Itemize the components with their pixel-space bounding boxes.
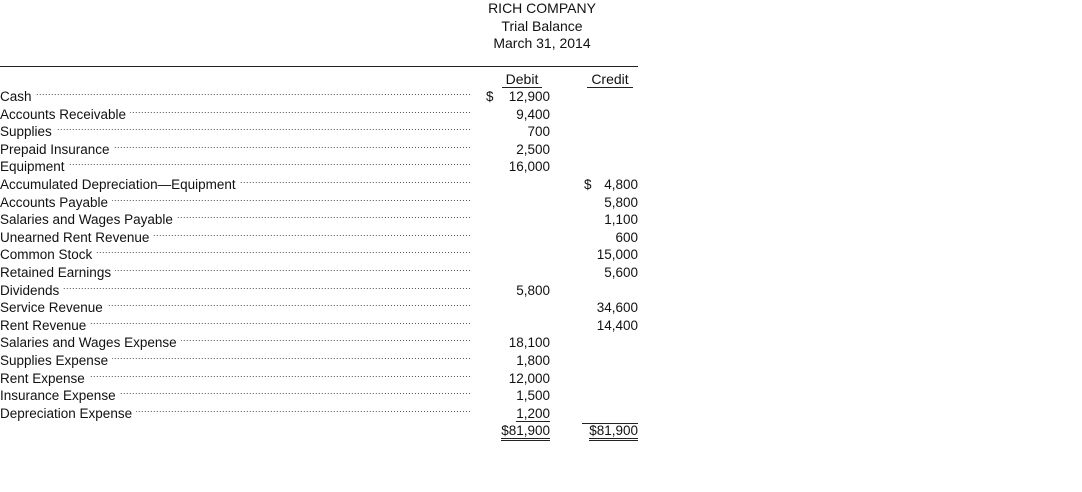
account-name: Equipment xyxy=(0,159,69,174)
table-row xyxy=(0,299,640,317)
table-row xyxy=(0,141,640,159)
account-name: Common Stock xyxy=(0,247,96,262)
account-name: Service Revenue xyxy=(0,300,107,315)
credit-amount: 5,600 xyxy=(604,264,638,280)
account-name: Insurance Expense xyxy=(0,388,120,403)
debit-amount: 18,100 xyxy=(508,335,550,351)
account-name: Salaries and Wages Expense xyxy=(0,335,181,350)
account-cell xyxy=(0,88,472,106)
account-cell xyxy=(0,141,472,159)
account-cell xyxy=(0,246,472,264)
account-name: Retained Earnings xyxy=(0,265,115,280)
statement-title: Trial Balance xyxy=(501,18,583,34)
account-name: Accumulated Depreciation—Equipment xyxy=(0,177,240,192)
credit-currency-symbol: $ xyxy=(584,176,592,192)
table-row xyxy=(0,352,640,370)
table-row xyxy=(0,106,640,124)
account-cell xyxy=(0,387,472,405)
table-row xyxy=(0,334,640,352)
table-row xyxy=(0,246,640,264)
table-row xyxy=(0,405,640,423)
debit-amount: 12,000 xyxy=(508,370,550,386)
table-row xyxy=(0,317,640,335)
account-cell xyxy=(0,264,472,282)
account-cell xyxy=(0,176,472,194)
statement-date: March 31, 2014 xyxy=(493,35,591,51)
account-cell xyxy=(0,194,472,212)
account-name: Dividends xyxy=(0,283,63,298)
table-row xyxy=(0,176,640,194)
debit-amount: 2,500 xyxy=(516,141,550,157)
account-cell xyxy=(0,405,472,423)
account-name: Rent Expense xyxy=(0,371,89,386)
debit-amount: 16,000 xyxy=(508,159,550,175)
account-cell xyxy=(0,229,472,247)
table-row xyxy=(0,264,640,282)
account-name: Depreciation Expense xyxy=(0,406,136,421)
credit-amount: 5,800 xyxy=(604,194,638,210)
trial-balance-rows xyxy=(0,88,640,440)
account-name: Unearned Rent Revenue xyxy=(0,230,153,245)
account-name: Supplies Expense xyxy=(0,353,112,368)
debit-column-header: Debit xyxy=(494,72,550,88)
debit-amount: 1,800 xyxy=(516,352,550,368)
account-name: Prepaid Insurance xyxy=(0,142,114,157)
table-row xyxy=(0,194,640,212)
account-cell xyxy=(0,123,472,141)
debit-amount: 1,200 xyxy=(516,405,550,421)
account-name: Cash xyxy=(0,89,36,104)
table-row xyxy=(0,123,640,141)
account-name: Salaries and Wages Payable xyxy=(0,212,177,227)
account-cell xyxy=(0,317,472,335)
debit-amount: 9,400 xyxy=(516,106,550,122)
debit-amount: 1,500 xyxy=(516,388,550,404)
account-name: Supplies xyxy=(0,124,56,139)
account-cell xyxy=(0,106,472,124)
account-name: Rent Revenue xyxy=(0,318,90,333)
debit-amount: 700 xyxy=(527,124,550,140)
account-cell xyxy=(0,299,472,317)
account-cell xyxy=(0,370,472,388)
table-row xyxy=(0,88,640,106)
table-row xyxy=(0,211,640,229)
company-name: RICH COMPANY xyxy=(488,0,596,16)
credit-amount: 14,400 xyxy=(596,317,638,333)
credit-amount: $ 4,800 xyxy=(584,176,638,192)
credit-column-header: Credit xyxy=(580,72,640,88)
debit-amount: 5,800 xyxy=(516,282,550,298)
credit-amount: 15,000 xyxy=(596,247,638,263)
account-cell xyxy=(0,282,472,300)
table-row xyxy=(0,387,640,405)
debit-total: $81,900 xyxy=(486,422,550,441)
credit-amount: 1,100 xyxy=(604,212,638,228)
table-row xyxy=(0,370,640,388)
credit-amount: 34,600 xyxy=(596,300,638,316)
debit-amount: $ 12,900 xyxy=(486,89,550,104)
table-row xyxy=(0,229,640,247)
credit-amount: 600 xyxy=(615,229,638,245)
totals-row xyxy=(0,422,640,440)
header-rule xyxy=(0,66,638,67)
table-row xyxy=(0,158,640,176)
account-name: Accounts Payable xyxy=(0,195,112,210)
account-name: Accounts Receivable xyxy=(0,107,130,122)
account-cell xyxy=(0,334,472,352)
debit-currency-symbol: $ xyxy=(486,89,494,104)
credit-total: $81,900 xyxy=(572,422,638,441)
account-cell xyxy=(0,352,472,370)
table-row xyxy=(0,282,640,300)
account-cell xyxy=(0,158,472,176)
account-cell xyxy=(0,211,472,229)
